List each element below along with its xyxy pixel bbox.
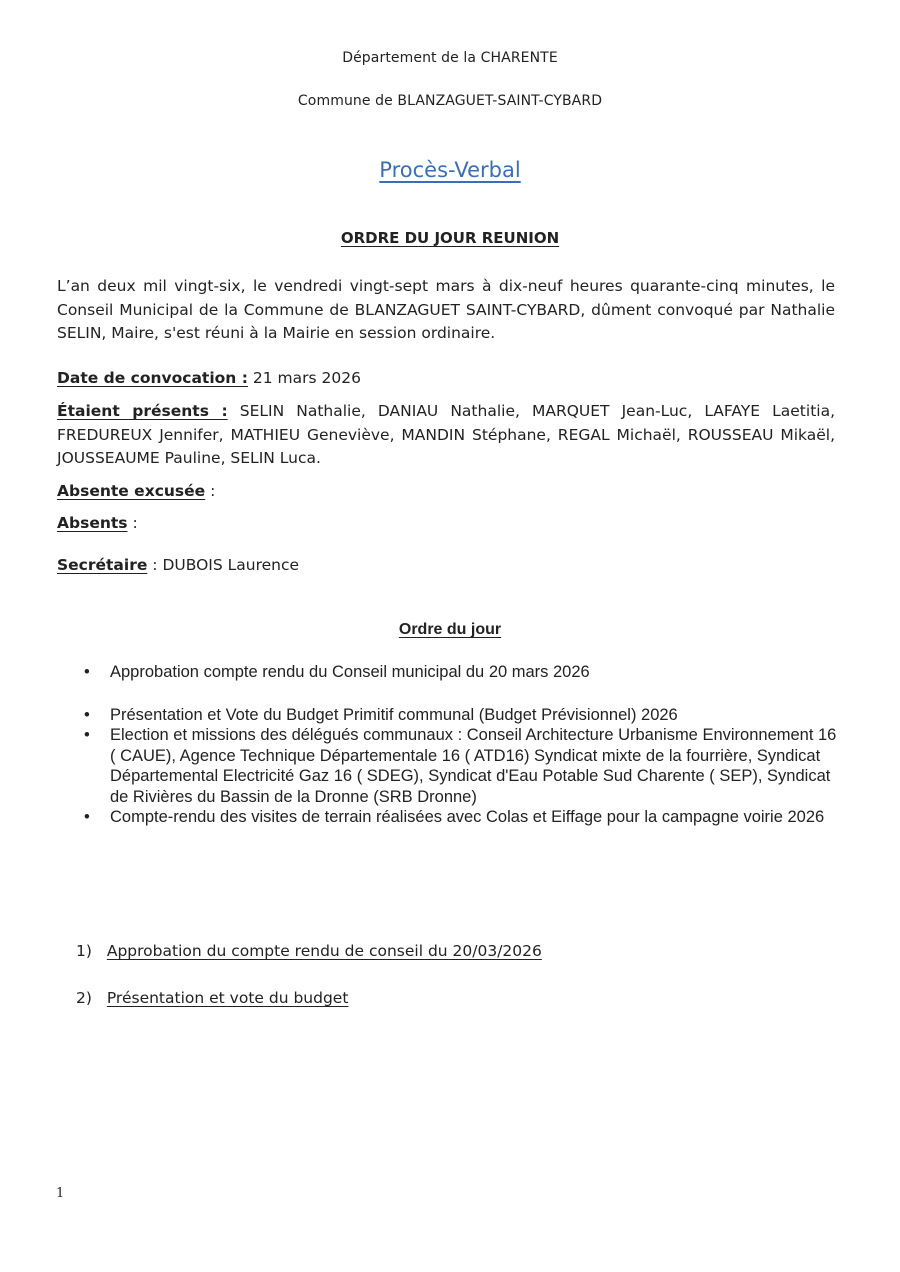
presents-value: SELIN Nathalie, DANIAU Nathalie, MARQUET Jean-Luc, LAFAYE Laetitia, FREDUREUX Jennifer, MATHIEU Geneviève, MANDIN Stéphane, REGAL Michaël, ROUSSEAU Mikaël, JOUSSEAUME Pauline, SELIN Luca. (57, 402, 835, 467)
section-title: Présentation et vote du budget (106, 989, 349, 1007)
section-title: Approbation du compte rendu de conseil du 20/03/2026 (106, 942, 542, 960)
agenda-item: • Présentation et Vote du Budget Primitif communal (Budget Prévisionnel) 2026 (84, 705, 678, 724)
presents-label: Étaient présents : (57, 402, 228, 420)
agenda-item: • Approbation compte rendu du Conseil municipal du 20 mars 2026 (84, 663, 590, 681)
excused-value: : (210, 482, 216, 500)
secretary-line (57, 554, 299, 578)
department-header: Département de la CHARENTE (342, 50, 558, 66)
convocation-label: Date de convocation : (57, 369, 248, 387)
intro-paragraph: L’an deux mil vingt-six, le vendredi vingt-sept mars à dix-neuf heures quarante-cinq minutes, le Conseil Municipal de la Commune de BLANZAGUET SAINT-CYBARD, dûment convoqué par Nathalie SELIN, Maire, s'est réuni à la Mairie en session ordinaire. (57, 277, 835, 342)
section-number: 2) (76, 989, 92, 1007)
absents-line (57, 512, 138, 536)
bullet-icon: • (84, 705, 90, 724)
agenda-list (84, 662, 844, 828)
agenda-item: • Compte-rendu des visites de terrain réalisées avec Colas et Eiffage pour la campagne voirie 2026 (84, 808, 825, 826)
bullet-icon: • (84, 726, 90, 744)
page-number: 1 (56, 1186, 65, 1201)
convocation-value: 21 mars 2026 (252, 369, 361, 387)
document-title: Procès-Verbal (379, 158, 521, 182)
convocation-line (57, 367, 361, 391)
absents-label: Absents (57, 514, 128, 532)
secretary-value: : DUBOIS Laurence (152, 556, 300, 574)
section-heading-1 (76, 942, 542, 960)
excused-label: Absente excusée (57, 482, 206, 500)
absents-value: : (132, 514, 138, 532)
section-number: 1) (76, 942, 92, 960)
bullet-icon: • (84, 808, 90, 826)
meeting-heading: ORDRE DU JOUR REUNION (340, 229, 560, 247)
agenda-item: • Election et missions des délégués communaux : Conseil Architecture Urbanisme Environnement 16 ( CAUE), Agence Technique Départementale 16 ( ATD16) Syndicat mixte de la fourrière, Syndicat Départemental Electricité Gaz 16 ( SDEG), Syndicat d'Eau Potable Sud Charente ( SEP), Syndicat de Rivières du Bassin de la Dronne (SRB Dronne) (84, 726, 837, 806)
agenda-title: Ordre du jour (398, 621, 502, 638)
secretary-label: Secrétaire (57, 556, 148, 574)
excused-line (57, 480, 215, 504)
presents-paragraph (57, 400, 835, 471)
bullet-icon: • (84, 663, 90, 681)
commune-header: Commune de BLANZAGUET-SAINT-CYBARD (297, 93, 603, 109)
section-heading-2 (76, 989, 348, 1007)
